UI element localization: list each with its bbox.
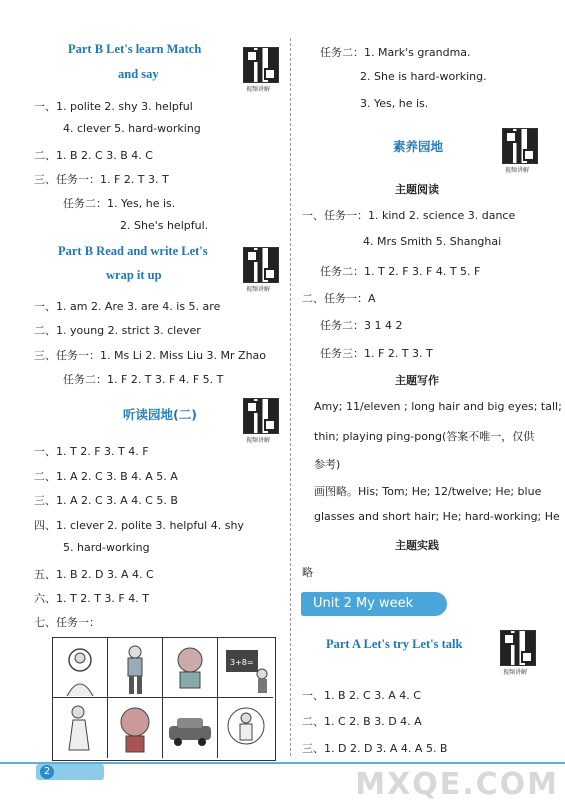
nurse-icon	[218, 698, 274, 758]
answer-line: 4. clever 5. hard-working	[63, 122, 201, 135]
section-title-part-b-learn: Part B Let's learn Match	[68, 42, 202, 56]
subheading-reading: 主题阅读	[395, 183, 439, 196]
picture-cell	[163, 638, 218, 698]
answer-line: 画图略。His; Tom; He; 12/twelve; He; blue	[314, 485, 542, 498]
answer-line: 任务二：1. F 2. T 3. F 4. F 5. T	[63, 373, 224, 386]
man-standing-icon	[108, 638, 163, 698]
picture-cell	[108, 638, 163, 698]
answer-line: 六、1. T 2. T 3. F 4. T	[34, 592, 149, 605]
answer-line: 任务二：1. T 2. F 3. F 4. T 5. F	[320, 265, 481, 278]
answer-line: 略	[302, 566, 313, 579]
answer-line: 任务三：1. F 2. T 3. T	[320, 347, 433, 360]
watermark: MXQE.COM	[355, 767, 559, 802]
answer-line: 三、1. D 2. D 3. A 4. A 5. B	[302, 742, 448, 755]
answer-line: 一、1. B 2. C 3. A 4. C	[302, 689, 421, 702]
qr-code-icon[interactable]	[500, 630, 536, 666]
answer-line: 4. Mrs Smith 5. Shanghai	[363, 235, 502, 248]
qr-code-icon[interactable]	[243, 47, 279, 83]
section-title-part-a: Part A Let's try Let's talk	[326, 637, 463, 651]
answer-line: 2. She is hard-working.	[360, 70, 487, 83]
answer-line: 二、1. young 2. strict 3. clever	[34, 324, 201, 337]
answer-line: 三、任务一：1. F 2. T 3. T	[34, 173, 169, 186]
answer-line: 任务二：1. Yes, he is.	[63, 197, 176, 210]
section-title-part-b-read: Part B Read and write Let's	[58, 244, 208, 258]
picture-cell	[218, 698, 273, 758]
qr-code-icon[interactable]	[243, 398, 279, 434]
picture-cell	[108, 698, 163, 758]
answer-line: 一、1. am 2. Are 3. are 4. is 5. are	[34, 300, 221, 313]
qr-label: 视频讲解	[505, 167, 530, 174]
answer-line: 二、1. B 2. C 3. B 4. C	[34, 149, 153, 162]
picture-cell	[53, 638, 108, 698]
answer-line: 三、1. A 2. C 3. A 4. C 5. B	[34, 494, 178, 507]
car-icon	[163, 698, 218, 758]
section-title-part-b-read-2: wrap it up	[106, 268, 162, 282]
answer-line: 一、1. polite 2. shy 3. helpful	[34, 100, 193, 113]
qr-label: 视频讲解	[246, 437, 271, 444]
qr-label: 视频讲解	[246, 86, 271, 93]
answer-line: glasses and short hair; He; hard-working; He	[314, 510, 560, 523]
answer-line: 二、1. C 2. B 3. D 4. A	[302, 715, 422, 728]
picture-answer-grid	[52, 637, 276, 761]
woman-teacher-icon	[53, 698, 108, 758]
picture-cell	[163, 698, 218, 758]
qr-label: 视频讲解	[503, 669, 528, 676]
boy-cartoon-icon	[163, 638, 218, 698]
picture-cell	[218, 638, 273, 698]
page-number: 2	[40, 765, 54, 779]
answer-line: 3. Yes, he is.	[360, 97, 429, 110]
answer-line: Amy; 11/eleven ; long hair and big eyes; tall;	[314, 400, 562, 413]
column-divider	[290, 38, 291, 756]
section-title-literacy: 素养园地	[393, 139, 444, 154]
answer-line: 一、任务一：1. kind 2. science 3. dance	[302, 209, 516, 222]
answer-line: 任务二：3 1 4 2	[320, 319, 403, 332]
answer-line: 参考)	[314, 458, 341, 471]
answer-line: 二、1. A 2. C 3. B 4. A 5. A	[34, 470, 178, 483]
answer-line: 七、任务一：	[34, 616, 100, 629]
answer-line: 5. hard-working	[63, 541, 150, 554]
answer-line: 一、1. T 2. F 3. T 4. F	[34, 445, 149, 458]
teacher-woman-icon	[53, 638, 108, 698]
subheading-writing: 主题写作	[395, 374, 439, 387]
svg-text:3+8=: 3+8=	[230, 658, 254, 667]
qr-code-icon[interactable]	[502, 128, 538, 164]
answer-line: 五、1. B 2. D 3. A 4. C	[34, 568, 154, 581]
picture-cell	[53, 698, 108, 758]
blackboard-teacher-icon	[218, 638, 274, 698]
answer-line: 四、1. clever 2. polite 3. helpful 4. shy	[34, 519, 244, 532]
answer-line: 任务二：1. Mark's grandma.	[320, 46, 471, 59]
answer-line: 三、任务一：1. Ms Li 2. Miss Liu 3. Mr Zhao	[34, 349, 267, 362]
subheading-practice: 主题实践	[395, 539, 439, 552]
qr-code-icon[interactable]	[243, 247, 279, 283]
qr-label: 视频讲解	[246, 286, 271, 293]
section-title-listen: 听读园地(二)	[123, 407, 197, 422]
answer-line: 2. She's helpful.	[120, 219, 209, 232]
old-man-icon	[108, 698, 163, 758]
answer-line: 二、任务一：A	[302, 292, 376, 305]
section-title-part-b-learn-2: and say	[118, 67, 159, 81]
answer-line: thin; playing ping-pong(答案不唯一，仅供	[314, 430, 535, 443]
unit-banner: Unit 2 My week	[301, 592, 447, 616]
